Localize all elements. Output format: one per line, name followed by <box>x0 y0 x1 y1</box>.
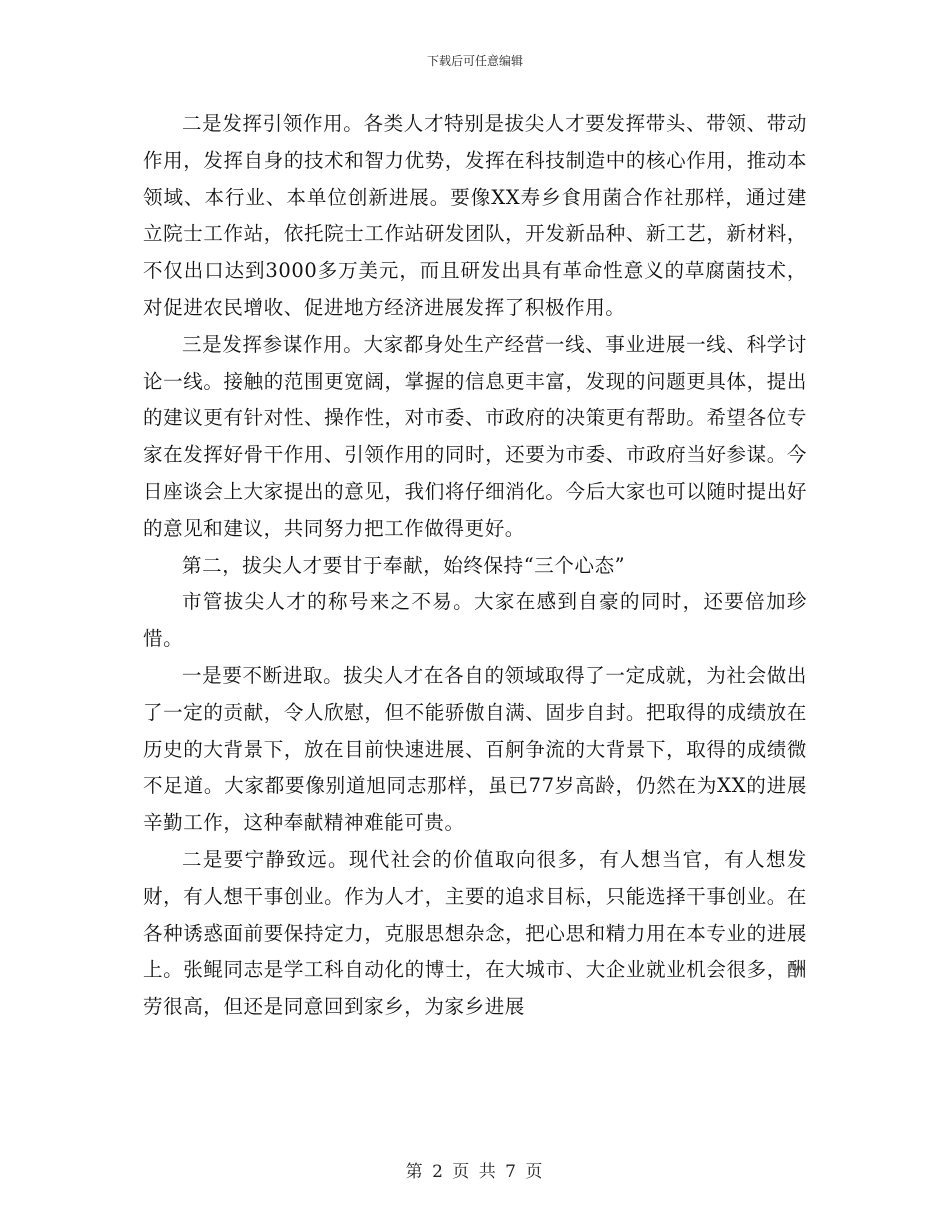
page-header: 下载后可任意编辑 <box>426 54 523 68</box>
section-heading-dedication: 第二，拔尖人才要甘于奉献，始终保持“三个心态” <box>182 553 626 577</box>
paragraph-tranquility: 二是要宁静致远。现代社会的价值取向很多，有人想当官，有人想发财，有人想干事创业。作为人才，主要的追求目标，只能选择干事创业。在各种诱惑面前要保持定力，克服思想杂念，把心思和精力用在本专业的进展上。张鲲同志是学工科自动化的博士，在大城市、大企业就业机会很多，酬劳很高，但还是同意回到家乡，为家乡进展 <box>143 847 807 1019</box>
paragraph-title-value: 市管拔尖人才的称号来之不易。大家在感到自豪的同时，还要倍加珍惜。 <box>143 590 807 651</box>
page-footer <box>0 1157 950 1182</box>
paragraph-keep-progressing: 一是要不断进取。拔尖人才在各自的领域取得了一定成就，为社会做出了一定的贡献，令人欣慰，但不能骄傲自满、固步自封。把取得的成绩放在历史的大背景下，放在目前快速进展、百舸争流的大背景下，取得的成绩微不足道。大家都要像别道旭同志那样，虽已77岁高龄，仍然在为XX的进展辛勤工作，这种奉献精神难能可贵。 <box>143 663 807 835</box>
paragraph-leading-role: 二是发挥引领作用。各类人才特别是拔尖人才要发挥带头、带领、带动作用，发挥自身的技术和智力优势，发挥在科技制造中的核心作用，推动本领域、本行业、本单位创新进展。要像XX寿乡食用菌合作社那样，通过建立院士工作站，依托院士工作站研发团队，开发新品种、新工艺，新材料，不仅出口达到3000多万美元，而且研发出具有革命性意义的草腐菌技术，对促进农民增收、促进地方经济进展发挥了积极作用。 <box>143 112 807 319</box>
page-number: 第 2 页 共 7 页 <box>405 1162 545 1182</box>
paragraph-advisory-role: 三是发挥参谋作用。大家都身处生产经营一线、事业进展一线、科学讨论一线。接触的范围更宽阔，掌握的信息更丰富，发现的问题更具体，提出的建议更有针对性、操作性，对市委、市政府的决策更有帮助。希望各位专家在发挥好骨干作用、引领作用的同时，还要为市委、市政府当好参谋。今日座谈会上大家提出的意见，我们将仔细消化。今后大家也可以随时提出好的意见和建议，共同努力把工作做得更好。 <box>143 332 807 540</box>
document-body <box>143 106 807 1026</box>
